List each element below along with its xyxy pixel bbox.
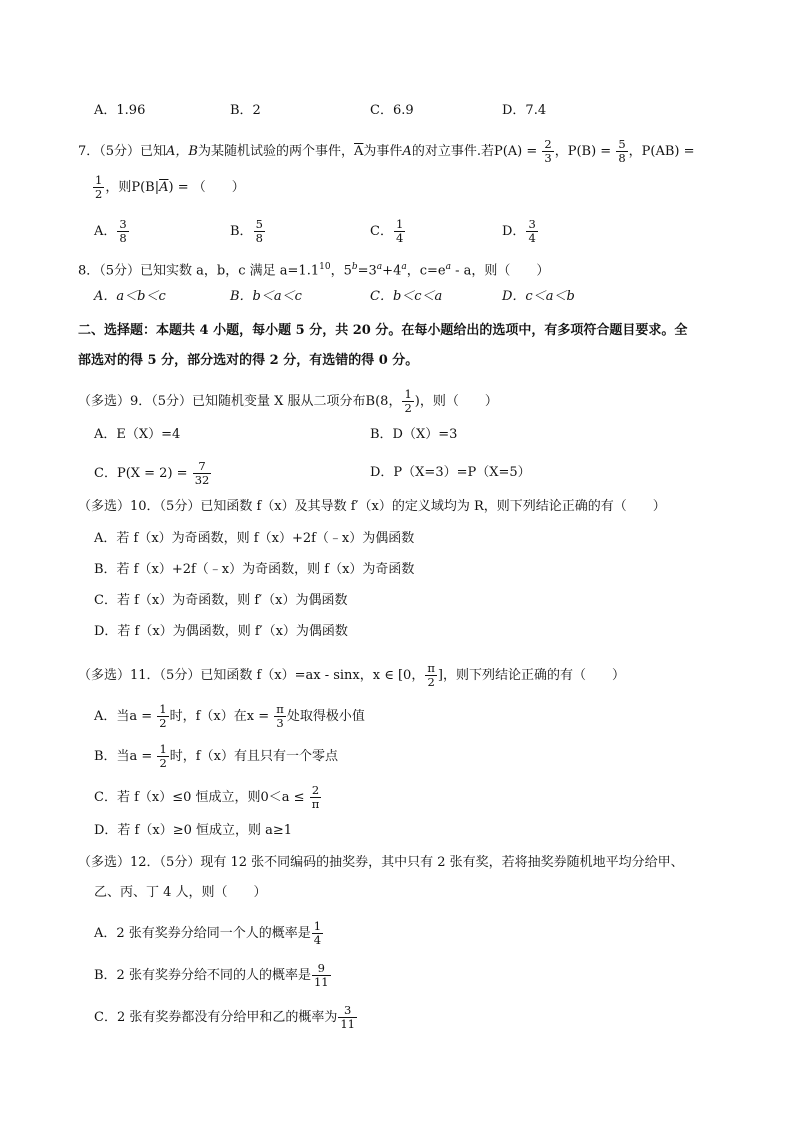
q9-option-a: A．E（X）=4 — [94, 427, 181, 442]
q8-option-c: C．b＜c＜a — [370, 289, 443, 304]
q11-option-c: C．若 f（x）≤0 恒成立，则0＜a ≤ $\frac{2}{\pi}$ — [94, 783, 320, 811]
q8-stem: 8．（5分）已知实数 a，b，c 满足 $a=1.1^{10}$，$5^b=3^a+4^a$，$c=e^a - a$，则（ ） — [78, 262, 550, 279]
q12-option-c: C．2 张有奖券都没有分给甲和乙的概率为 $\frac{3}{11}$ — [94, 1003, 355, 1031]
q12-option-b: B．2 张有奖券分给不同的人的概率是 $\frac{9}{11}$ — [94, 961, 329, 989]
q10-option-b: B．若 f（x）+2f（﹣x）为奇函数，则 f（x）为奇函数 — [94, 562, 415, 577]
q12-stem-line2: 乙、丙、丁 4 人，则（ ） — [94, 885, 267, 900]
q6-option-c: C．6.9 — [370, 103, 414, 118]
q7-option-b: B． $\frac{5}{8}$ — [230, 217, 263, 245]
q6-option-b: B．2 — [230, 103, 261, 118]
section2-heading-line2: 部选对的得 5 分，部分选对的得 2 分，有选错的得 0 分。 — [78, 353, 419, 368]
q8-option-d: D．c＜a＜b — [502, 289, 575, 304]
q10-option-d: D．若 f（x）为偶函数，则 f′（x）为偶函数 — [94, 624, 348, 639]
q7-option-d: D． $\frac{3}{4}$ — [502, 217, 536, 245]
q7-stem-cont: $\frac{1}{2}$ ，则$P(B|\overline{A})$ = （ ） — [95, 173, 245, 201]
q11-option-a: A．当a = $\frac{1}{2}$ 时，f（x）在x = $\frac{\pi}{3}$ 处取得极小值 — [94, 702, 365, 730]
q9-option-c: C．P(X = 2) = $\frac{7}{32}$ — [94, 459, 210, 487]
q10-option-a: A．若 f（x）为奇函数，则 f（x）+2f（﹣x）为偶函数 — [94, 531, 415, 546]
q11-option-d: D．若 f（x）≥0 恒成立，则 a≥1 — [94, 823, 293, 838]
q10-stem: （多选）10．（5分）已知函数 f（x）及其导数 f′（x）的定义域均为 R，则下列结论正确的有（ ） — [78, 499, 666, 514]
q12-option-a: A．2 张有奖券分给同一个人的概率是 $\frac{1}{4}$ — [94, 919, 322, 947]
q11-stem: （多选）11．（5分）已知函数 f（x）=ax - sinx，x ∈ [0， $\frac{\pi}{2}$ ]，则下列结论正确的有（ ） — [78, 661, 625, 689]
q12-stem-line1: （多选）12．（5分）现有 12 张不同编码的抽奖券，其中只有 2 张有奖，若将抽奖券随机地平均分给甲、 — [78, 855, 684, 870]
q10-option-c: C．若 f（x）为奇函数，则 f′（x）为偶函数 — [94, 593, 348, 608]
q6-option-d: D．7.4 — [502, 103, 547, 118]
q7-pb-fraction: $\frac{5}{8}$ — [618, 137, 626, 165]
q7-stem: 7．（5分）已知A，B为某随机试验的两个事件，$\overline{A}$为事件A的对立事件.若P(A) = $\frac{2}{3}$ ，P(B) = $\frac{5}{8}$ ，P(AB) = — [78, 137, 695, 165]
q11-option-b: B．当a = $\frac{1}{2}$ 时，f（x）有且只有一个零点 — [94, 742, 338, 770]
section2-heading-line1: 二、选择题：本题共 4 小题，每小题 5 分，共 20 分。在每小题给出的选项中，有多项符合题目要求。全 — [78, 323, 688, 338]
q8-option-b: B．b＜a＜c — [230, 289, 302, 304]
q8-option-a: A．a＜b＜c — [94, 289, 166, 304]
q7-pab-fraction: $\frac{1}{2}$ — [95, 173, 103, 201]
q7-pa-fraction: $\frac{2}{3}$ — [544, 137, 552, 165]
q9-option-d: D．P（X=3）=P（X=5） — [370, 465, 531, 480]
q7-option-c: C． $\frac{1}{4}$ — [370, 217, 404, 245]
q7-option-a: A． $\frac{3}{8}$ — [94, 217, 127, 245]
q9-stem: （多选）9．（5分）已知随机变量 X 服从二项分布B(8， $\frac{1}{2}$ )，则（ ） — [78, 387, 498, 415]
q9-option-b: B．D（X）=3 — [370, 427, 458, 442]
q6-option-a: A．1.96 — [94, 103, 146, 118]
